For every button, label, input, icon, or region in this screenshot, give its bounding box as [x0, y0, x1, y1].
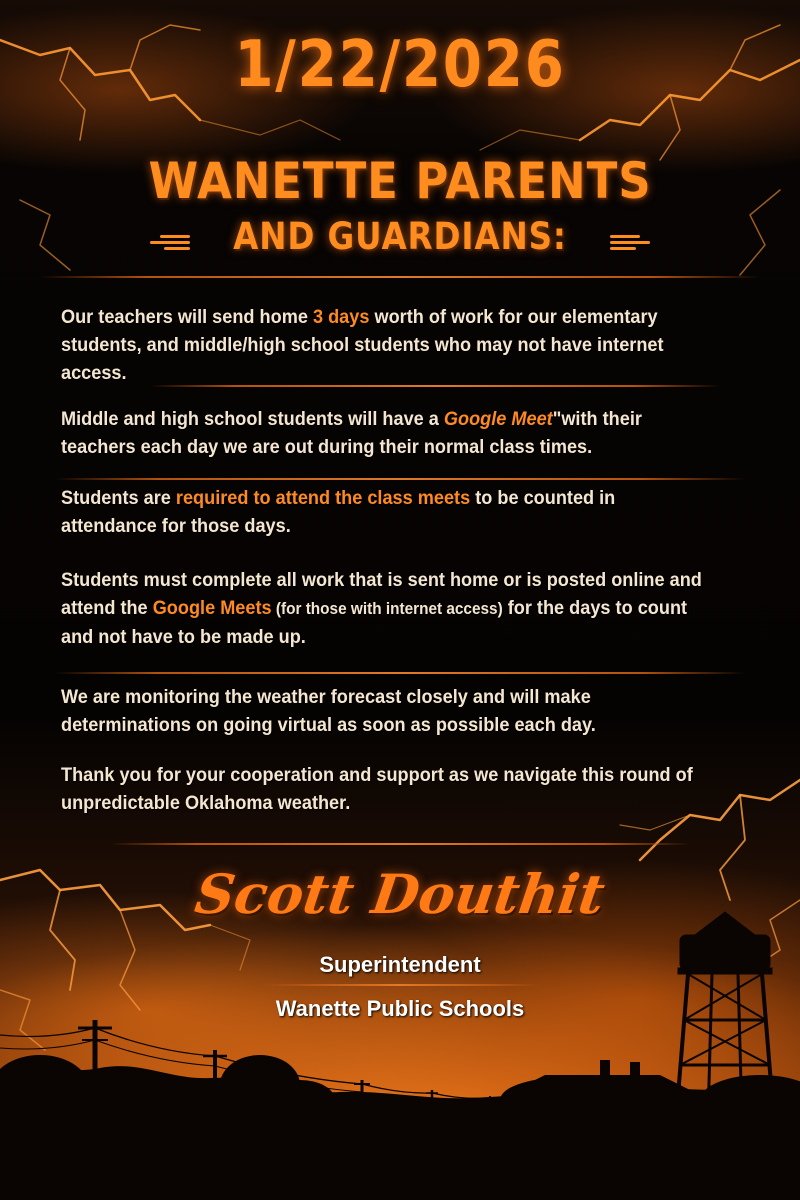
divider: [55, 672, 745, 674]
paragraph-parenthetical: (for those with internet access): [271, 600, 503, 618]
paragraph-text: Our teachers will send home: [61, 306, 313, 328]
divider: [150, 385, 720, 387]
paragraph-text: Middle and high school students will have a: [61, 408, 444, 430]
heading-speed-lines-right: [610, 232, 650, 252]
signature-title: Superintendent: [319, 952, 481, 977]
signature-name: Scott Douthit: [191, 862, 609, 926]
school-name: Wanette Public Schools: [275, 996, 525, 1021]
paragraph-text: to be counted in attendance for those days.: [61, 487, 616, 537]
highlight-3-days: 3 days: [312, 306, 370, 328]
paragraph-text: Students must complete all work that is sent home or is posted online and attend the: [61, 569, 702, 619]
paragraph-complete-work: [61, 566, 703, 651]
heading-line-2: AND GUARDIANS:: [233, 215, 567, 258]
paragraph-thank-you: Thank you for your cooperation and support as we navigate this round of unpredictable Oklahoma weather.: [61, 764, 693, 814]
paragraph-text: Students are: [61, 487, 176, 509]
heading-line-1: WANETTE PARENTS: [148, 152, 652, 210]
divider: [55, 478, 745, 480]
date-heading: 1/22/2026: [234, 28, 566, 102]
paragraph-google-meet: [61, 405, 703, 461]
divider: [110, 843, 690, 845]
divider: [40, 276, 760, 278]
paragraph-text: for the days to count and not have to be made up.: [61, 597, 688, 648]
paragraph-monitoring: We are monitoring the weather forecast closely and will make determinations on going virtual as soon as possible each day.: [61, 686, 596, 736]
highlight-google-meets: Google Meets: [152, 597, 272, 619]
paragraph-text: worth of work for our elementary students, and middle/high school students who may not have internet access.: [61, 306, 664, 384]
paragraph-text: "with their teachers each day we are out during their normal class times.: [61, 408, 642, 458]
paragraph-work-home: [61, 303, 703, 387]
highlight-required: required to attend the class meets: [175, 487, 471, 509]
divider: [260, 984, 540, 986]
highlight-google-meet: Google Meet: [443, 408, 553, 430]
paragraph-attendance: [61, 484, 703, 540]
